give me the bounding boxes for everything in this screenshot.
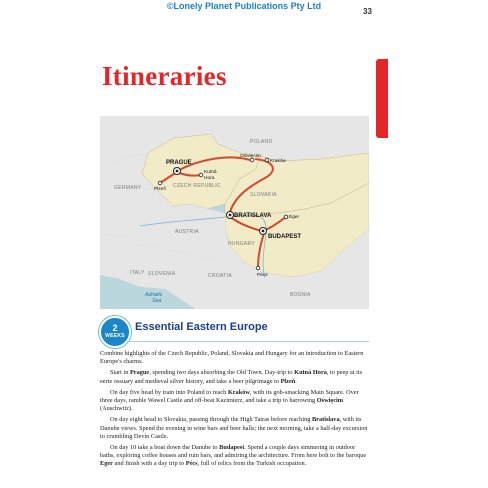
duration-number: 2: [112, 323, 118, 333]
map-label-country: ITALY: [130, 270, 145, 276]
town-marker[interactable]: [158, 181, 162, 185]
place-highlight: Plzeň: [280, 377, 296, 385]
town-marker[interactable]: [265, 158, 269, 162]
map-label-country: POLAND: [250, 139, 273, 145]
map-label-country: HUNGARY: [228, 241, 256, 247]
itinerary-map: [100, 116, 369, 309]
place-highlight: Kraków: [227, 388, 250, 396]
body-paragraph: On day eight head to Slovakia, passing through the High Tatras before reaching Bratislava, with its Danube views. Spend the evening in wine bars and beer halls; the next morning, take a half-day excursion to crumbling Devín Castle.: [100, 416, 368, 440]
place-highlight: Kutná Hora: [294, 369, 327, 377]
capital-marker[interactable]: [260, 228, 267, 235]
map-label-city: BRATISLAVA: [234, 213, 272, 219]
place-highlight: Pécs: [185, 460, 198, 468]
town-marker[interactable]: [284, 215, 288, 219]
map-label-country: SLOVAKIA: [250, 192, 277, 198]
body-paragraph: Start in Prague, spending two days absorbing the Old Town. Day-trip to Kutná Hora, to peep at its eerie ossuary and medieval silver history, and take a beer pilgrimage to Plzeň.: [100, 369, 363, 385]
capital-marker[interactable]: [227, 212, 234, 219]
page-title: Itineraries: [102, 61, 227, 91]
place-highlight: Oświęcim: [316, 397, 344, 405]
body-paragraph: On day 10 take a boat down the Danube to Budapest. Spend a couple days simmering in outdoor baths, exploring coffee houses and ruin bars, and admiring the architecture. From here bolt to the baroque Eger and finish with a day trip to Pécs, full of relics from the Turkish occupation.: [100, 444, 367, 468]
map-label-city: Hora: [204, 176, 215, 181]
map-label-country: GERMANY: [114, 185, 142, 191]
map-label-city: Eger: [289, 215, 300, 220]
duration-unit: WEEKS: [105, 333, 125, 339]
place-highlight: Bratislava: [311, 416, 340, 424]
itinerary-title: Essential Eastern Europe: [135, 321, 268, 333]
map-label-country: CZECH REPUBLIC: [173, 183, 221, 189]
map-label-country: SLOVENIA: [148, 271, 176, 277]
town-marker[interactable]: [199, 173, 203, 177]
map-label-country: CROATIA: [208, 273, 232, 279]
map-label-city: Plzeň: [154, 187, 166, 192]
map-label-city: Oświęcim: [240, 154, 261, 159]
map-label-sea: Sea: [152, 298, 162, 304]
capital-marker[interactable]: [174, 168, 181, 175]
map-label-city: Kraków: [270, 159, 286, 164]
map-label-country: AUSTRIA: [175, 229, 199, 235]
map-canvas: [100, 116, 369, 309]
map-label-city: BUDAPEST: [268, 234, 302, 240]
copyright-banner: ©Lonely Planet Publications Pty Ltd: [166, 1, 322, 11]
place-highlight: Budapest: [219, 444, 245, 452]
town-marker[interactable]: [256, 266, 260, 270]
map-label-city: Kutná: [204, 170, 217, 175]
itinerary-body: [100, 350, 370, 472]
map-label-city: PRAGUE: [166, 160, 192, 166]
place-highlight: Prague: [129, 369, 150, 377]
body-paragraph: On day five head by train into Poland to reach Kraków, with its gob-smacking Main Square. Over three days, ramble Wawel Castle and off-beat Kazimierz, and take a trip to harrowing Oświęcim (Auschwitz).: [100, 388, 359, 413]
place-highlight: Eger: [100, 460, 113, 468]
duration-badge: [99, 316, 131, 348]
map-label-country: BOSNIA: [290, 292, 311, 298]
title-divider: [128, 341, 369, 342]
intro-paragraph: Combine highlights of the Czech Republic, Poland, Slovakia and Hungary for an introduction to Eastern Europe's charms.: [100, 350, 364, 366]
map-label-city: Pécs: [257, 273, 268, 278]
chapter-tab[interactable]: [376, 59, 388, 138]
page-number: 33: [363, 7, 372, 16]
map-label-sea: Adriatic: [145, 292, 163, 298]
